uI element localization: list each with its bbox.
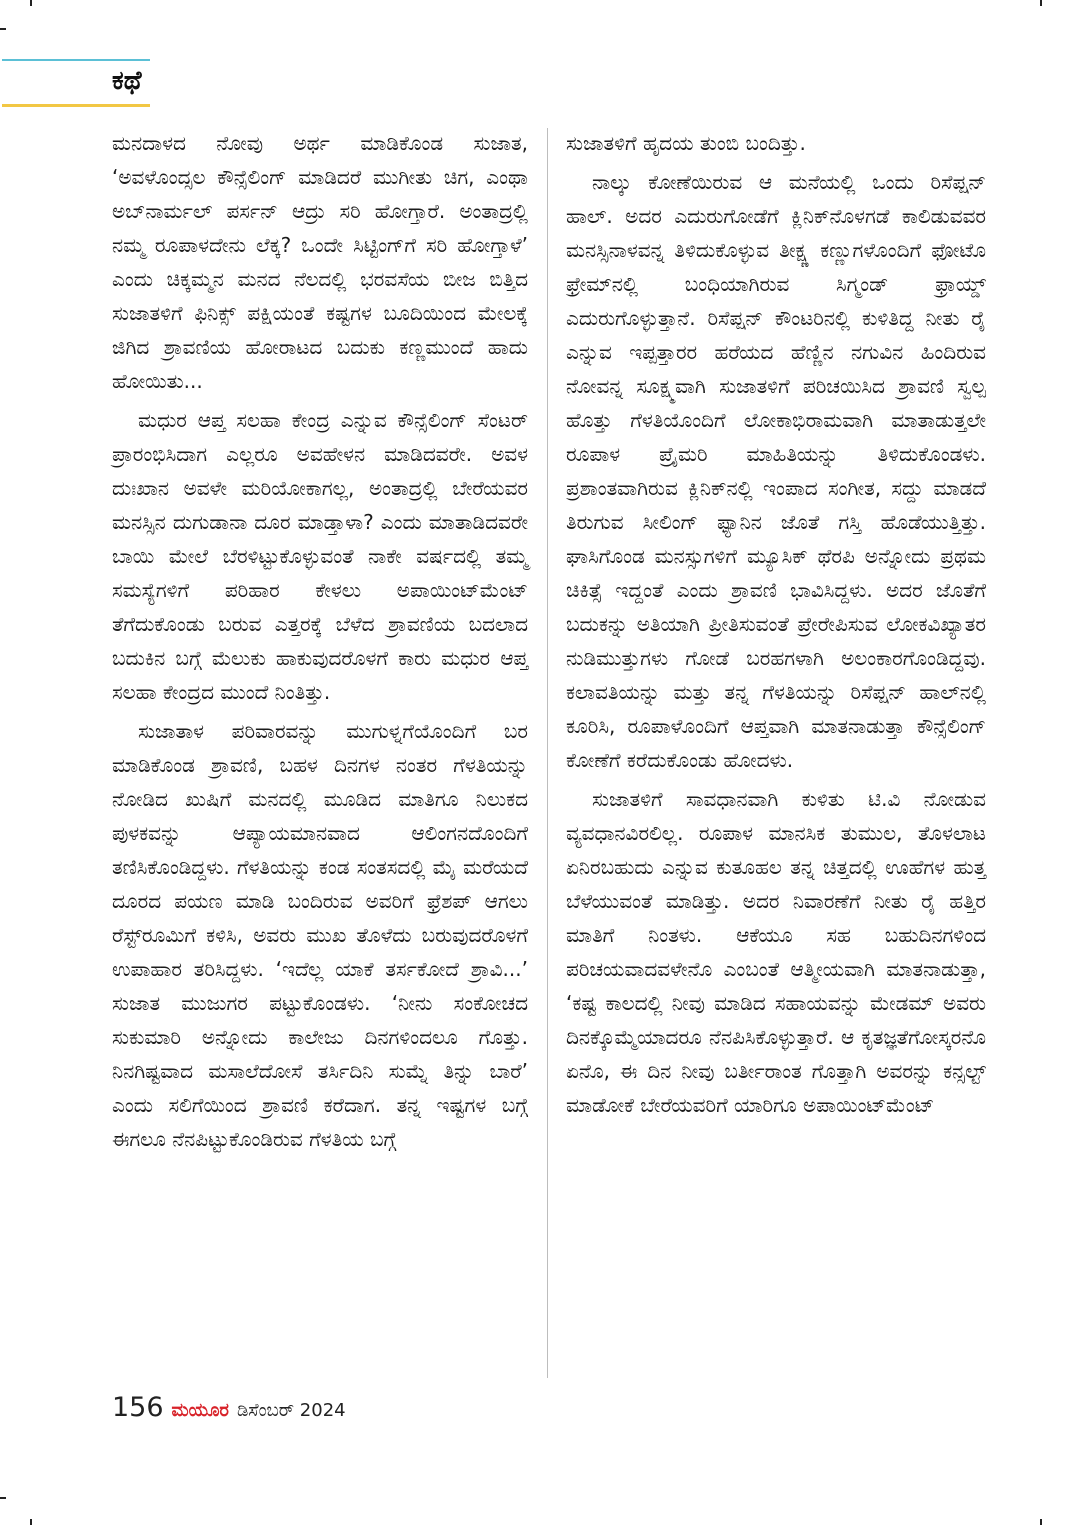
- paragraph: ಸುಜಾತಳಿಗೆ ಸಾವಧಾನವಾಗಿ ಕುಳಿತು ಟಿ.ವಿ ನೋಡುವ ವ್ಯವಧಾನವಿರಲಿಲ್ಲ. ರೂಪಾಳ ಮಾನಸಿಕ ತುಮುಲ, ತೊಳಲಾಟ ಏನಿರಬಹುದು ಎನ್ನುವ ಕುತೂಹಲ ತನ್ನ ಚಿತ್ತದಲ್ಲಿ ಊಹೆಗಳ ಹುತ್ತ ಬೆಳೆಯುವಂತೆ ಮಾಡಿತ್ತು. ಅದರ ನಿವಾರಣೆಗೆ ನೀತು ರೈ ಹತ್ತಿರ ಮಾತಿಗೆ ನಿಂತಳು. ಆಕೆಯೂ ಸಹ ಬಹುದಿನಗಳಿಂದ ಪರಿಚಯವಾದವಳೇನೊ ಎಂಬಂತೆ ಆತ್ಮೀಯವಾಗಿ ಮಾತನಾಡುತ್ತಾ, ‘ಕಷ್ಟ ಕಾಲದಲ್ಲಿ ನೀವು ಮಾಡಿದ ಸಹಾಯವನ್ನು ಮೇಡಮ್ ಅವರು ದಿನಕ್ಕೊಮ್ಮೆಯಾದರೂ ನೆನಪಿಸಿಕೊಳ್ಳುತ್ತಾರೆ. ಆ ಕೃತಜ್ಞತೆಗೋಸ್ಕರನೊ ಏನೊ, ಈ ದಿನ ನೀವು ಬರ್ತೀರಾಂತ ಗೊತ್ತಾಗಿ ಅವರನ್ನು ಕನ್ಸಲ್ಟ್ ಮಾಡೋಕೆ ಬೇರೆಯವರಿಗೆ ಯಾರಿಗೂ ಅಪಾಯಿಂಟ್‌ಮೆಂಟ್: [566, 787, 986, 1117]
- section-rule-top: [2, 59, 150, 61]
- paragraph: ಸುಜಾತಳಿಗೆ ಹೃದಯ ತುಂಬಿ ಬಂದಿತ್ತು.: [566, 131, 806, 155]
- paragraph: ನಾಲ್ಕು ಕೋಣೆಯಿರುವ ಆ ಮನೆಯಲ್ಲಿ ಒಂದು ರಿಸೆಪ್ಷನ್ ಹಾಲ್. ಅದರ ಎದುರುಗೋಡೆಗೆ ಕ್ಲಿನಿಕ್‌ನೊಳಗಡೆ ಕಾಲಿಡುವವರ ಮನಸ್ಸಿನಾಳವನ್ನ ತಿಳಿದುಕೊಳ್ಳುವ ತೀಕ್ಷ್ಣ ಕಣ್ಣುಗಳೊಂದಿಗೆ ಫೋಟೊ ಫ್ರೇಮ್‌ನಲ್ಲಿ ಬಂಧಿಯಾಗಿರುವ ಸಿಗ್ಮಂಡ್ ಫ್ರಾಯ್ಡ್ ಎದುರುಗೊಳ್ಳುತ್ತಾನೆ. ರಿಸೆಪ್ಷನ್ ಕೌಂಟರಿನಲ್ಲಿ ಕುಳಿತಿದ್ದ ನೀತು ರೈ ಎನ್ನುವ ಇಪ್ಪತ್ತಾರರ ಹರೆಯದ ಹೆಣ್ಣಿನ ನಗುವಿನ ಹಿಂದಿರುವ ನೋವನ್ನ ಸೂಕ್ಷ್ಮವಾಗಿ ಸುಜಾತಳಿಗೆ ಪರಿಚಯಿಸಿದ ಶ್ರಾವಣಿ ಸ್ವಲ್ಪ ಹೊತ್ತು ಗೆಳತಿಯೊಂದಿಗೆ ಲೋಕಾಭಿರಾಮವಾಗಿ ಮಾತಾಡುತ್ತಲೇ ರೂಪಾಳ ಪ್ರೈಮರಿ ಮಾಹಿತಿಯನ್ನು ತಿಳಿದುಕೊಂಡಳು. ಪ್ರಶಾಂತವಾಗಿರುವ ಕ್ಲಿನಿಕ್‌ನಲ್ಲಿ ಇಂಪಾದ ಸಂಗೀತ, ಸದ್ದು ಮಾಡದೆ ತಿರುಗುವ ಸೀಲಿಂಗ್ ಫ್ಯಾನಿನ ಜೊತೆ ಗಸ್ತಿ ಹೊಡೆಯುತ್ತಿತ್ತು. ಘಾಸಿಗೊಂಡ ಮನಸ್ಸುಗಳಿಗೆ ಮ್ಯೂಸಿಕ್ ಥೆರಪಿ ಅನ್ನೋದು ಪ್ರಥಮ ಚಿಕಿತ್ಸೆ ಇದ್ದಂತೆ ಎಂದು ಶ್ರಾವಣಿ ಭಾವಿಸಿದ್ದಳು. ಅದರ ಜೊತೆಗೆ ಬದುಕನ್ನು ಅತಿಯಾಗಿ ಪ್ರೀತಿಸುವಂತೆ ಪ್ರೇರೇಪಿಸುವ ಲೋಕವಿಖ್ಯಾತರ ನುಡಿಮುತ್ತುಗಳು ಗೋಡೆ ಬರಹಗಳಾಗಿ ಅಲಂಕಾರಗೊಂಡಿದ್ದವು. ಕಲಾವತಿಯನ್ನು ಮತ್ತು ತನ್ನ ಗೆಳತಿಯನ್ನು ರಿಸೆಪ್ಷನ್ ಹಾಲ್‌ನಲ್ಲಿ ಕೂರಿಸಿ, ರೂಪಾಳೊಂದಿಗೆ ಆಪ್ತವಾಗಿ ಮಾತನಾಡುತ್ತಾ ಕೌನ್ಸೆಲಿಂಗ್ ಕೋಣೆಗೆ ಕರೆದುಕೊಂಡು ಹೋದಳು.: [566, 170, 986, 772]
- column-divider: [547, 128, 548, 1378]
- issue-date: ಡಿಸೆಂಬರ್ 2024: [236, 1400, 346, 1421]
- article-column-right: [566, 126, 986, 1127]
- paragraph: ಸುಜಾತಾಳ ಪರಿವಾರವನ್ನು ಮುಗುಳ್ನಗೆಯೊಂದಿಗೆ ಬರ ಮಾಡಿಕೊಂಡ ಶ್ರಾವಣಿ, ಬಹಳ ದಿನಗಳ ನಂತರ ಗೆಳತಿಯನ್ನು ನೋಡಿದ ಖುಷಿಗೆ ಮನದಲ್ಲಿ ಮೂಡಿದ ಮಾತಿಗೂ ನಿಲುಕದ ಪುಳಕವನ್ನು ಆಪ್ಯಾಯಮಾನವಾದ ಆಲಿಂಗನದೊಂದಿಗೆ ತಣಿಸಿಕೊಂಡಿದ್ದಳು. ಗೆಳತಿಯನ್ನು ಕಂಡ ಸಂತಸದಲ್ಲಿ ಮೈ ಮರೆಯದೆ ದೂರದ ಪಯಣ ಮಾಡಿ ಬಂದಿರುವ ಅವರಿಗೆ ಫ್ರೆಶಪ್ ಆಗಲು ರೆಸ್ಟ್‌ರೂಮಿಗೆ ಕಳಿಸಿ, ಅವರು ಮುಖ ತೊಳೆದು ಬರುವುದರೊಳಗೆ ಉಪಾಹಾರ ತರಿಸಿದ್ದಳು. ‘ಇದೆಲ್ಲ ಯಾಕೆ ತರ್ಸಕೋದೆ ಶ್ರಾವಿ...’ ಸುಜಾತ ಮುಜುಗರ ಪಟ್ಟುಕೊಂಡಳು. ‘ನೀನು ಸಂಕೋಚದ ಸುಕುಮಾರಿ ಅನ್ನೋದು ಕಾಲೇಜು ದಿನಗಳಿಂದಲೂ ಗೊತ್ತು. ನಿನಗಿಷ್ಟವಾದ ಮಸಾಲೆದೋಸೆ ತರ್ಸಿದಿನಿ ಸುಮ್ನೆ ತಿನ್ನು ಬಾರೆ’ ಎಂದು ಸಲಿಗೆಯಿಂದ ಶ್ರಾವಣಿ ಕರೆದಾಗ. ತನ್ನ ಇಷ್ಟಗಳ ಬಗ್ಗೆ ಈಗಲೂ ನೆನಪಿಟ್ಟುಕೊಂಡಿರುವ ಗೆಳತಿಯ ಬಗ್ಗೆ: [112, 719, 528, 1151]
- section-label: ಕಥೆ: [112, 66, 142, 96]
- magazine-logo: ಮಯೂರ: [171, 1400, 229, 1421]
- crop-mark-bottom-right: [1040, 1519, 1042, 1525]
- crop-mark-top-left: [30, 0, 32, 6]
- crop-mark-top-right: [1040, 0, 1042, 6]
- crop-mark-left-top: [0, 28, 6, 30]
- page-footer: [112, 1392, 346, 1423]
- crop-mark-bottom-left: [30, 1519, 32, 1525]
- page-number: 156: [112, 1392, 164, 1423]
- crop-mark-left-bottom: [0, 1497, 6, 1499]
- paragraph: ಮಧುರ ಆಪ್ತ ಸಲಹಾ ಕೇಂದ್ರ ಎನ್ನುವ ಕೌನ್ಸೆಲಿಂಗ್ ಸೆಂಟರ್ ಪ್ರಾರಂಭಿಸಿದಾಗ ಎಲ್ಲರೂ ಅವಹೇಳನ ಮಾಡಿದವರೇ. ಅವಳ ದುಃಖಾನ ಅವಳೇ ಮರಿಯೋಕಾಗಲ್ಲ, ಅಂತಾದ್ರಲ್ಲಿ ಬೇರೆಯವರ ಮನಸ್ಸಿನ ದುಗುಡಾನಾ ದೂರ ಮಾಡ್ತಾಳಾ? ಎಂದು ಮಾತಾಡಿದವರೇ ಬಾಯಿ ಮೇಲೆ ಬೆರಳಿಟ್ಟುಕೊಳ್ಳುವಂತೆ ನಾಕೇ ವರ್ಷದಲ್ಲಿ ತಮ್ಮ ಸಮಸ್ಯೆಗಳಿಗೆ ಪರಿಹಾರ ಕೇಳಲು ಅಪಾಯಿಂಟ್‌ಮೆಂಟ್ ತೆಗೆದುಕೊಂಡು ಬರುವ ಎತ್ತರಕ್ಕೆ ಬೆಳೆದ ಶ್ರಾವಣಿಯ ಬದಲಾದ ಬದುಕಿನ ಬಗ್ಗೆ ಮೆಲುಕು ಹಾಕುವುದರೊಳಗೆ ಕಾರು ಮಧುರ ಆಪ್ತ ಸಲಹಾ ಕೇಂದ್ರದ ಮುಂದೆ ನಿಂತಿತ್ತು.: [112, 408, 528, 704]
- section-rule-bottom: [2, 104, 150, 107]
- paragraph: ಮನದಾಳದ ನೋವು ಅರ್ಥ ಮಾಡಿಕೊಂಡ ಸುಜಾತ, ‘ಅವಳೊಂದ್ಸಲ ಕೌನ್ಸೆಲಿಂಗ್ ಮಾಡಿದರೆ ಮುಗೀತು ಚಿಗ, ಎಂಥಾ ಅಬ್‌ನಾರ್ಮಲ್ ಪರ್ಸನ್ ಆದ್ರು ಸರಿ ಹೋಗ್ತಾರೆ. ಅಂತಾದ್ರಲ್ಲಿ ನಮ್ಮ ರೂಪಾಳದೇನು ಲೆಕ್ಕ? ಒಂದೇ ಸಿಟ್ಟಿಂಗ್‌ಗೆ ಸರಿ ಹೋಗ್ತಾಳೆ’ ಎಂದು ಚಿಕ್ಕಮ್ಮನ ಮನದ ನೆಲದಲ್ಲಿ ಭರವಸೆಯ ಬೀಜ ಬಿತ್ತಿದ ಸುಜಾತಳಿಗೆ ಫಿನಿಕ್ಸ್ ಪಕ್ಷಿಯಂತೆ ಕಷ್ಟಗಳ ಬೂದಿಯಿಂದ ಮೇಲಕ್ಕೆ ಜಿಗಿದ ಶ್ರಾವಣಿಯ ಹೋರಾಟದ ಬದುಕು ಕಣ್ಣಮುಂದೆ ಹಾದು ಹೋಯಿತು...: [112, 131, 528, 393]
- article-column-left: [112, 126, 528, 1161]
